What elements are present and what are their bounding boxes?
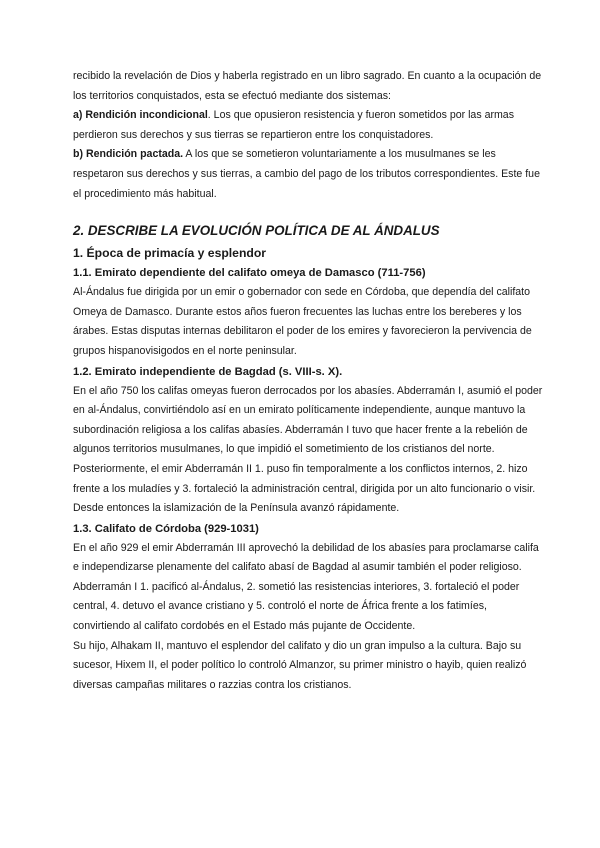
emirato-independiente-text: En el año 750 los califas omeyas fueron derrocados por los abasíes. Abderramán I, asumió el poder en al-Ándalus, convirtiéndolo así en un emirato políticamente independiente, aunque mantuvo la subordinación religiosa a los califas abasíes. Abderramán I tuvo que hacer frente a la rebelión de algunos territorios musulmanes, lo que impidió el sometimiento de los cristianos del norte. Posteriormente, el emir Abderramán II 1. puso fin temporalmente a los conflictos internos, 2. hizo frente a los muladíes y 3. fortaleció la administración central, dirigida por un alto funcionario o visir. Desde entonces la islamización de la Península avanzó rápidamente. (73, 384, 543, 515)
califato-text-2: Abderramán I 1. pacificó al-Ándalus, 2. sometió las resistencias interiores, 3. fortaleció el poder central, 4. detuvo el avance cristiano y 5. controló el norte de África frente a los fatimíes, convirtiendo al califato cordobés en el Estado más pujante de Occidente. (73, 580, 520, 633)
system-a-label: a) Rendición incondicional (73, 109, 208, 122)
emirato-dependiente-title: 1.1. Emirato dependiente del califato omeya de Damasco (711-756) (73, 267, 426, 280)
subsection-heading: 1. Época de primacía y esplendor (73, 246, 267, 261)
system-a-paragraph (73, 106, 543, 145)
emirato-dependiente-text: Al-Ándalus fue dirigida por un emir o gobernador con sede en Córdoba, que dependía del califato Omeya de Damasco. Durante estos años fueron frecuentes las luchas entre los bereberes y los árabes. Estas disputas internas debilitaron el poder de los emires y favorecieron la pervivencia de grupos hispanovisigodos en el norte peninsular. (73, 286, 532, 357)
emirato-independiente-title: 1.2. Emirato independiente de Bagdad (s. VIII-s. X). (73, 365, 343, 378)
system-b-label: b) Rendición pactada. (73, 148, 184, 161)
califato-text-3: Su hijo, Alhakam II, mantuvo el esplendor del califato y dio un gran impulso a la cultura. Bajo su sucesor, Hixem II, el poder político lo controló Almanzor, su primer ministro o hayib, quien realizó diversas campañas militares o razzias contra los cristianos. (73, 639, 527, 691)
califato-title: 1.3. Califato de Córdoba (929-1031) (73, 522, 259, 535)
system-a-text: . Los que opusieron resistencia y fueron sometidos por las armas perdieron sus derechos y sus tierras se repartieron entre los conquistadores. (73, 109, 514, 141)
califato-text-1: En el año 929 el emir Abderramán III aprovechó la debilidad de los abasíes para proclamarse califa e independizarse plenamente del califato abasí de Bagdad al asumir también el poder religioso. (73, 541, 539, 574)
intro-paragraph: recibido la revelación de Dios y haberla registrado en un libro sagrado. En cuanto a la ocupación de los territorios conquistados, esta se efectuó mediante dos sistemas: (73, 70, 542, 102)
section-heading: 2. DESCRIBE LA EVOLUCIÓN POLÍTICA DE AL ÁNDALUS (73, 223, 440, 239)
system-b-text: A los que se sometieron voluntariamente a los musulmanes se les respetaron sus derechos y sus tierras, a cambio del pago de los tributos correspondientes. Este fue el procedimiento más habitual. (73, 148, 540, 200)
document-content (73, 67, 543, 695)
system-b-paragraph (73, 145, 543, 204)
